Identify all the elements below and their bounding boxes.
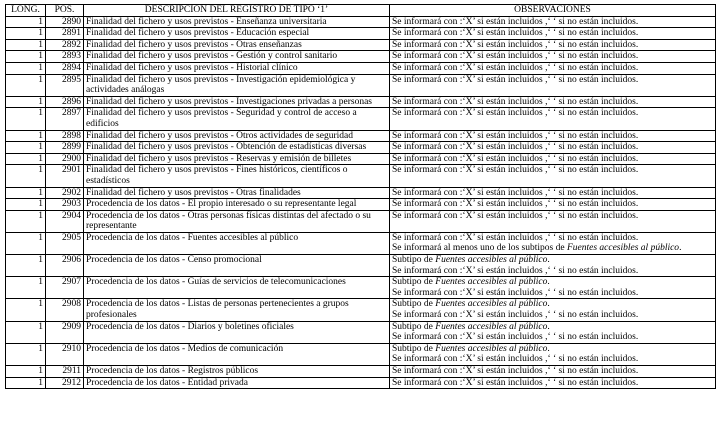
obs-line: Se informará con :‘X’ si están incluidos ,‘ ‘ si no están incluidos.: [392, 165, 639, 176]
long-cell: 1: [6, 142, 46, 154]
table-row: [6, 255, 716, 277]
pos-cell: 2912: [46, 377, 84, 389]
pos-cell: 2894: [46, 62, 84, 74]
observaciones-cell: [390, 366, 716, 378]
observaciones-cell: [390, 321, 716, 343]
pos-cell: 2898: [46, 130, 84, 142]
table-row: [6, 377, 716, 389]
obs-line-subtype: Subtipo de Fuentes accesibles al público.: [392, 299, 550, 310]
obs-line-subtype: Subtipo de Fuentes accesibles al público.: [392, 321, 550, 332]
description-cell: Procedencia de los datos - Guías de servicios de telecomunicaciones: [84, 277, 390, 299]
obs-line: Se informará con :‘X’ si están incluidos ,‘ ‘ si no están incluidos.: [392, 62, 639, 73]
description-cell: Finalidad del fichero y usos previstos - Enseñanza universitaria: [84, 16, 390, 28]
long-cell: 1: [6, 343, 46, 365]
obs-line: Se informará con :‘X’ si están incluidos ,‘ ‘ si no están incluidos.: [392, 39, 639, 50]
description-cell: Finalidad del fichero y usos previstos - Historial clínico: [84, 62, 390, 74]
long-cell: 1: [6, 232, 46, 254]
table-row: [6, 299, 716, 321]
pos-cell: 2891: [46, 28, 84, 40]
header-row: [6, 5, 716, 17]
description-cell: Procedencia de los datos - Fuentes accesibles al público: [84, 232, 390, 254]
obs-line: Se informará con :‘X’ si están incluidos ,‘ ‘ si no están incluidos.: [392, 187, 639, 198]
observaciones-cell: [390, 299, 716, 321]
table-row: [6, 108, 716, 130]
long-cell: 1: [6, 199, 46, 211]
description-cell: Procedencia de los datos - Otras personas físicas distintas del afectado o su representante: [84, 210, 390, 232]
observaciones-cell: [390, 199, 716, 211]
long-cell: 1: [6, 39, 46, 51]
obs-line-subtype: Subtipo de Fuentes accesibles al público.: [392, 343, 550, 354]
pos-cell: 2900: [46, 153, 84, 165]
table-row: [6, 51, 716, 63]
long-cell: 1: [6, 130, 46, 142]
obs-line: Se informará con :‘X’ si están incluidos ,‘ ‘ si no están incluidos.: [392, 130, 639, 141]
long-cell: 1: [6, 255, 46, 277]
table-row: [6, 28, 716, 40]
long-cell: 1: [6, 187, 46, 199]
table-row: [6, 96, 716, 108]
description-cell: Procedencia de los datos - Medios de comunicación: [84, 343, 390, 365]
description-cell: Finalidad del fichero y usos previstos - Otros actividades de seguridad: [84, 130, 390, 142]
long-cell: 1: [6, 377, 46, 389]
description-cell: Procedencia de los datos - Diarios y boletines oficiales: [84, 321, 390, 343]
pos-cell: 2904: [46, 210, 84, 232]
description-cell: Finalidad del fichero y usos previstos - Reservas y emisión de billetes: [84, 153, 390, 165]
obs-line-subtype: Subtipo de Fuentes accesibles al público.: [392, 255, 550, 266]
table-row: [6, 366, 716, 378]
registro-tipo-1-table: [5, 4, 716, 389]
pos-cell: 2910: [46, 343, 84, 365]
table-row: [6, 277, 716, 299]
obs-line: Se informará con :‘X’ si están incluidos ,‘ ‘ si no están incluidos.: [392, 16, 639, 27]
observaciones-cell: [390, 74, 716, 96]
description-cell: Finalidad del fichero y usos previstos - Obtención de estadísticas diversas: [84, 142, 390, 154]
pos-cell: 2893: [46, 51, 84, 63]
table-row: [6, 165, 716, 187]
pos-cell: 2906: [46, 255, 84, 277]
observaciones-cell: [390, 343, 716, 365]
table-row: [6, 62, 716, 74]
header-observaciones: OBSERVACIONES: [390, 5, 716, 17]
observaciones-cell: [390, 187, 716, 199]
observaciones-cell: [390, 142, 716, 154]
obs-line: Se informará con :‘X’ si están incluidos ,‘ ‘ si no están incluidos.: [392, 142, 639, 153]
pos-cell: 2908: [46, 299, 84, 321]
table-row: [6, 232, 716, 254]
observaciones-cell: [390, 96, 716, 108]
pos-cell: 2901: [46, 165, 84, 187]
obs-line: Se informará con :‘X’ si están incluidos ,‘ ‘ si no están incluidos.: [392, 332, 639, 343]
description-cell: Finalidad del fichero y usos previstos - Seguridad y control de acceso a edificios: [84, 108, 390, 130]
observaciones-cell: [390, 153, 716, 165]
long-cell: 1: [6, 277, 46, 299]
observaciones-cell: [390, 165, 716, 187]
obs-line: Se informará con :‘X’ si están incluidos ,‘ ‘ si no están incluidos.: [392, 310, 639, 321]
obs-line: Se informará con :‘X’ si están incluidos ,‘ ‘ si no están incluidos.: [392, 210, 639, 221]
observaciones-cell: [390, 16, 716, 28]
obs-line: Se informará con :‘X’ si están incluidos ,‘ ‘ si no están incluidos.: [392, 287, 639, 298]
table-row: [6, 142, 716, 154]
table-row: [6, 321, 716, 343]
long-cell: 1: [6, 28, 46, 40]
observaciones-cell: [390, 108, 716, 130]
long-cell: 1: [6, 321, 46, 343]
observaciones-cell: [390, 28, 716, 40]
table-row: [6, 187, 716, 199]
pos-cell: 2892: [46, 39, 84, 51]
description-cell: Procedencia de los datos - Listas de personas pertenecientes a grupos profesionales: [84, 299, 390, 321]
description-cell: Procedencia de los datos - El propio interesado o su representante legal: [84, 199, 390, 211]
table-row: [6, 39, 716, 51]
pos-cell: 2907: [46, 277, 84, 299]
header-long: LONG.: [6, 5, 46, 17]
pos-cell: 2905: [46, 232, 84, 254]
long-cell: 1: [6, 210, 46, 232]
long-cell: 1: [6, 165, 46, 187]
observaciones-cell: [390, 255, 716, 277]
long-cell: 1: [6, 74, 46, 96]
long-cell: 1: [6, 108, 46, 130]
pos-cell: 2911: [46, 366, 84, 378]
pos-cell: 2895: [46, 74, 84, 96]
obs-line: Se informará con :‘X’ si están incluidos ,‘ ‘ si no están incluidos.: [392, 366, 639, 376]
long-cell: 1: [6, 366, 46, 378]
long-cell: 1: [6, 153, 46, 165]
obs-line: Se informará con :‘X’ si están incluidos ,‘ ‘ si no están incluidos.: [392, 232, 639, 243]
table-row: [6, 74, 716, 96]
pos-cell: 2909: [46, 321, 84, 343]
obs-line: Se informará con :‘X’ si están incluidos ,‘ ‘ si no están incluidos.: [392, 153, 639, 164]
table-row: [6, 16, 716, 28]
table-row: [6, 153, 716, 165]
pos-cell: 2896: [46, 96, 84, 108]
observaciones-cell: [390, 39, 716, 51]
description-cell: Procedencia de los datos - Censo promocional: [84, 255, 390, 277]
pos-cell: 2899: [46, 142, 84, 154]
observaciones-cell: [390, 51, 716, 63]
obs-line-subtype: Subtipo de Fuentes accesibles al público.: [392, 277, 550, 288]
observaciones-cell: [390, 232, 716, 254]
observaciones-cell: [390, 377, 716, 389]
pos-cell: 2897: [46, 108, 84, 130]
description-cell: Finalidad del fichero y usos previstos - Educación especial: [84, 28, 390, 40]
header-pos: POS.: [46, 5, 84, 17]
pos-cell: 2903: [46, 199, 84, 211]
obs-line-at-least: Se informará al menos uno de los subtipos de Fuentes accesibles al público.: [392, 243, 682, 254]
table-row: [6, 343, 716, 365]
table-row: [6, 210, 716, 232]
obs-line: Se informará con :‘X’ si están incluidos ,‘ ‘ si no están incluidos.: [392, 265, 639, 276]
long-cell: 1: [6, 299, 46, 321]
description-cell: Finalidad del fichero y usos previstos - Fines históricos, científicos o estadísticos: [84, 165, 390, 187]
description-cell: Procedencia de los datos - Registros públicos: [84, 366, 390, 378]
table-row: [6, 130, 716, 142]
long-cell: 1: [6, 51, 46, 63]
obs-line: Se informará con :‘X’ si están incluidos ,‘ ‘ si no están incluidos.: [392, 28, 639, 39]
observaciones-cell: [390, 130, 716, 142]
observaciones-cell: [390, 210, 716, 232]
description-cell: Procedencia de los datos - Entidad privada: [84, 377, 390, 389]
obs-line: Se informará con :‘X’ si están incluidos ,‘ ‘ si no están incluidos.: [392, 199, 639, 210]
observaciones-cell: [390, 62, 716, 74]
table-body: [6, 16, 716, 389]
description-cell: Finalidad del fichero y usos previstos - Investigación epidemiológica y actividades análogas: [84, 74, 390, 96]
pos-cell: 2902: [46, 187, 84, 199]
obs-line: Se informará con :‘X’ si están incluidos ,‘ ‘ si no están incluidos.: [392, 74, 639, 85]
long-cell: 1: [6, 62, 46, 74]
observaciones-cell: [390, 277, 716, 299]
description-cell: Finalidad del fichero y usos previstos - Otras enseñanzas: [84, 39, 390, 51]
obs-line: Se informará con :‘X’ si están incluidos ,‘ ‘ si no están incluidos.: [392, 96, 639, 107]
obs-line: Se informará con :‘X’ si están incluidos ,‘ ‘ si no están incluidos.: [392, 108, 639, 119]
long-cell: 1: [6, 96, 46, 108]
long-cell: 1: [6, 16, 46, 28]
description-cell: Finalidad del fichero y usos previstos - Gestión y control sanitario: [84, 51, 390, 63]
obs-line: Se informará con :‘X’ si están incluidos ,‘ ‘ si no están incluidos.: [392, 354, 639, 365]
table-row: [6, 199, 716, 211]
description-cell: Finalidad del fichero y usos previstos - Investigaciones privadas a personas: [84, 96, 390, 108]
obs-line: Se informará con :‘X’ si están incluidos ,‘ ‘ si no están incluidos.: [392, 51, 639, 62]
obs-line: Se informará con :‘X’ si están incluidos ,‘ ‘ si no están incluidos.: [392, 377, 639, 388]
description-cell: Finalidad del fichero y usos previstos - Otras finalidades: [84, 187, 390, 199]
header-description: DESCRIPCIÓN DEL REGISTRO DE TIPO ‘1’: [84, 5, 390, 17]
pos-cell: 2890: [46, 16, 84, 28]
